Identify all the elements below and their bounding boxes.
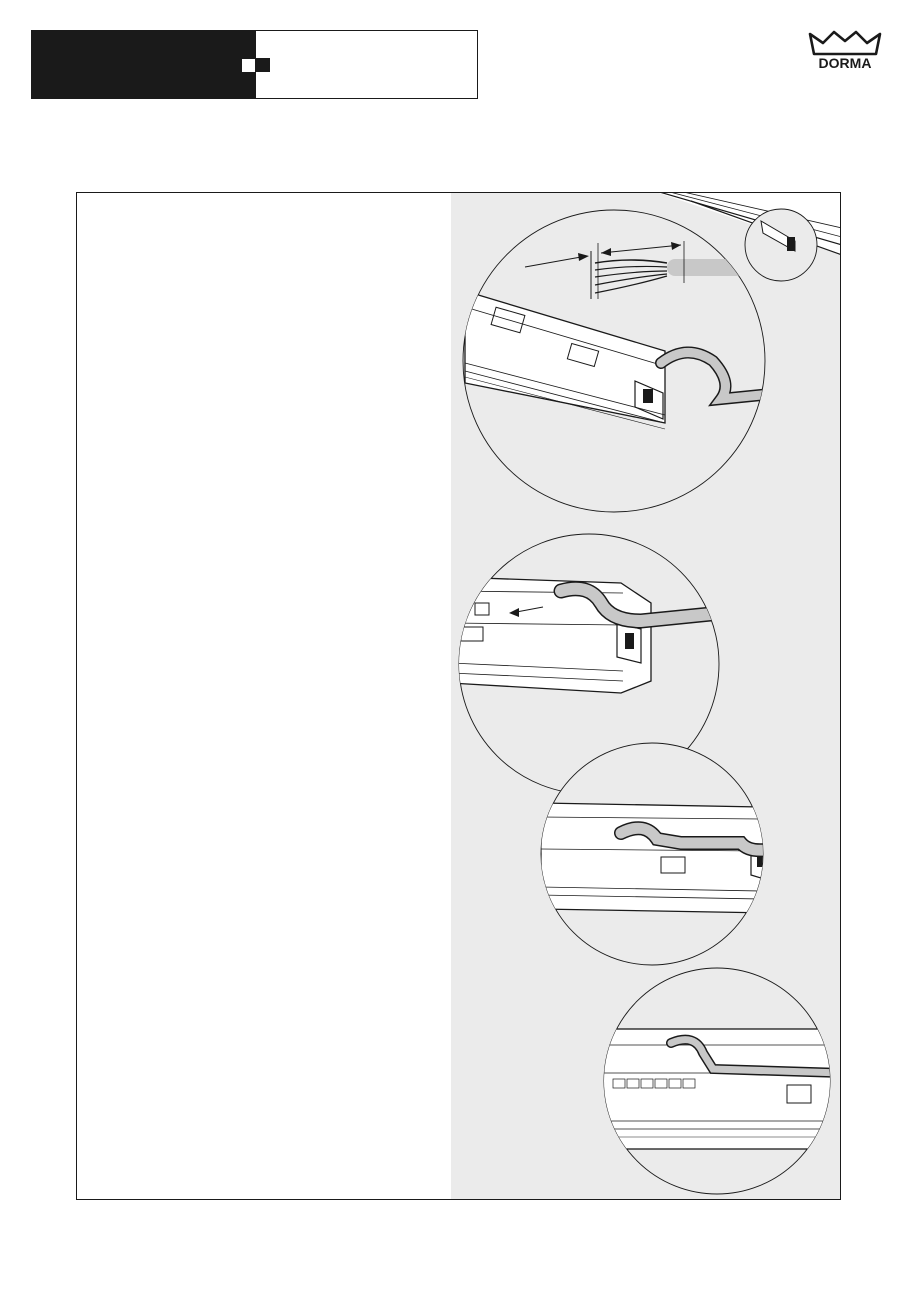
- header-square-light: [242, 59, 255, 72]
- cable-route-step: [541, 743, 841, 965]
- cable-stripping-detail: [463, 210, 781, 512]
- illustration-svg: [451, 193, 841, 1200]
- header-square-dark: [256, 58, 270, 72]
- cable-connect-step: [601, 968, 841, 1194]
- instruction-frame: [76, 192, 841, 1200]
- dorma-logo: [804, 30, 886, 72]
- illustration-column: [451, 193, 841, 1199]
- detail-circle-small: [745, 209, 817, 281]
- logo-wordmark: DORMA: [818, 55, 872, 71]
- header-box: [31, 30, 478, 99]
- header-dark-block: [32, 31, 256, 98]
- text-column: [77, 193, 451, 1199]
